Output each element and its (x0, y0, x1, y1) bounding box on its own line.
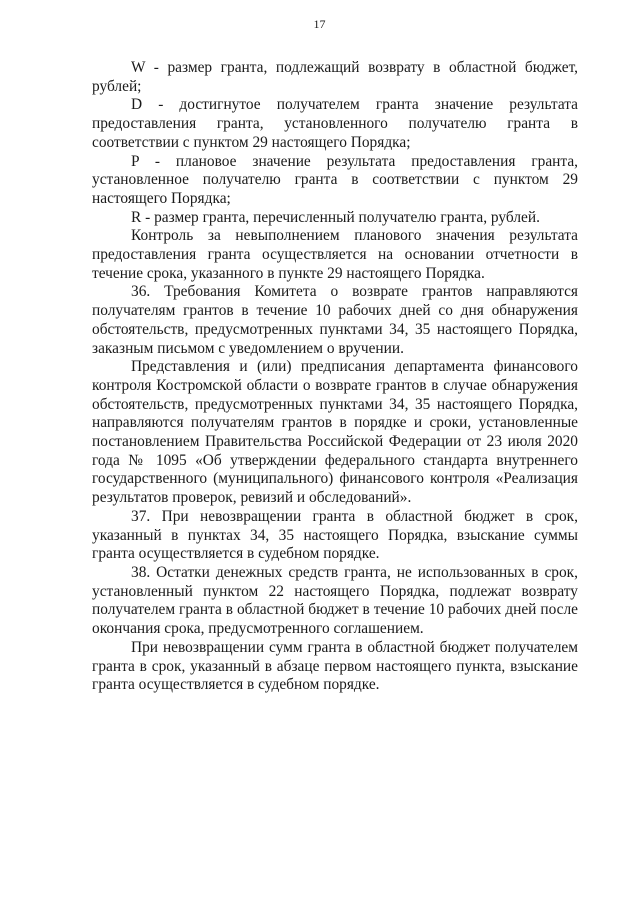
paragraph-r-definition: R - размер гранта, перечисленный получателю гранта, рублей. (131, 208, 540, 226)
paragraph-control: Контроль за невыполнением планового значения результата предоставления гранта осуществляется на основании отчетности в течение срока, указанного в пункте 29 настоящего Порядка. (92, 227, 578, 282)
document-body (92, 59, 578, 695)
paragraph-non-return: При невозвращении сумм гранта в областной бюджет получателем гранта в срок, указанный в абзаце первом настоящего пункта, взыскание гранта осуществляется в судебном порядке. (92, 638, 578, 694)
page-number: 17 (313, 17, 326, 31)
paragraph-item-37: 37. При невозвращении гранта в областной бюджет в срок, указанный в пунктах 34, 35 настоящего Порядка, взыскание суммы гранта осуществляется в судебном порядке. (92, 507, 578, 563)
paragraph-representations: Представления и (или) предписания департамента финансового контроля Костромской области о возврате грантов в случае обнаружения обстоятельств, предусмотренных пунктами 34, 35 настоящего Порядка, направляются получателям грантов в порядке и сроки, установленные постановлением Правительства Российской Федерации от 23 июля 2020 года № 1095 «Об утверждении федерального стандарта внутреннего государственного (муниципального) финансового контроля «Реализация результатов проверок, ревизий и обследований». (92, 358, 578, 507)
paragraph-item-38: 38. Остатки денежных средств гранта, не использованных в срок, установленный пунктом 22 настоящего Порядка, подлежат возврату получателем гранта в областной бюджет в течение 10 рабочих дней после окончания срока, предусмотренного соглашением. (92, 563, 578, 638)
paragraph-w-definition: W - размер гранта, подлежащий возврату в областной бюджет, рублей; (92, 59, 578, 95)
paragraph-p-definition: P - плановое значение результата предоставления гранта, установленное получателю гранта в соответствии с пунктом 29 настоящего Порядка; (92, 152, 578, 207)
paragraph-d-definition: D - достигнутое получателем гранта значение результата предоставления гранта, установленного получателю гранта в соответствии с пунктом 29 настоящего Порядка; (92, 96, 578, 151)
paragraph-item-36: 36. Требования Комитета о возврате грантов направляются получателям грантов в течение 10 рабочих дней со дня обнаружения обстоятельств, предусмотренных пунктами 34, 35 настоящего Порядка, заказным письмом с уведомлением о вручении. (92, 283, 578, 357)
